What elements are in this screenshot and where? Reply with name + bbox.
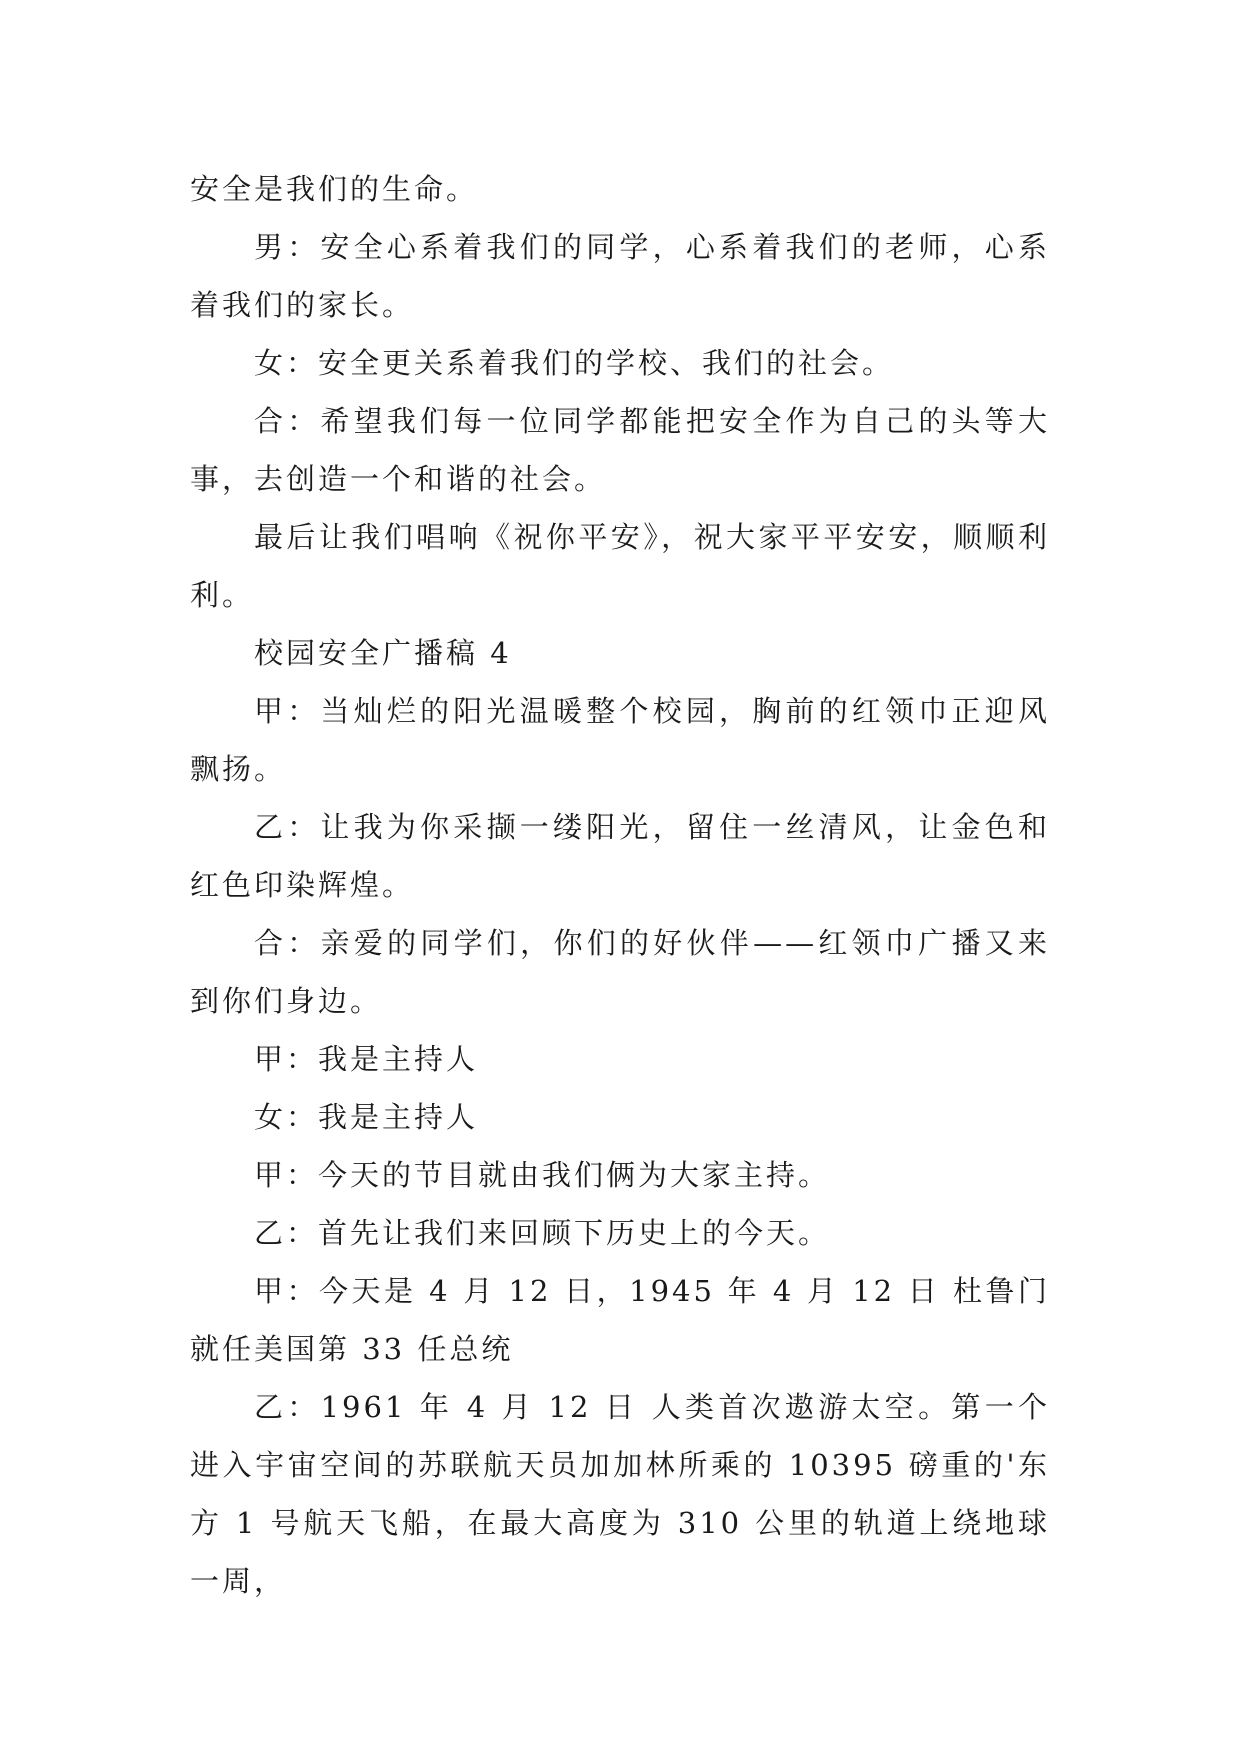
paragraph-7: 甲：当灿烂的阳光温暖整个校园，胸前的红领巾正迎风飘扬。	[190, 694, 1050, 786]
paragraph-3: 女：安全更关系着我们的学校、我们的社会。	[254, 346, 895, 380]
section-heading: 校园安全广播稿 4	[254, 636, 512, 670]
paragraph-11: 女：我是主持人	[254, 1100, 479, 1134]
paragraph-14: 甲：今天是 4 月 12 日，1945 年 4 月 12 日 杜鲁门就任美国第 33 任总统	[190, 1274, 1050, 1366]
paragraph-12: 甲：今天的节目就由我们俩为大家主持。	[254, 1158, 831, 1192]
paragraph-9: 合：亲爱的同学们，你们的好伙伴——红领巾广播又来到你们身边。	[190, 926, 1050, 1018]
paragraph-5: 最后让我们唱响《祝你平安》，祝大家平平安安，顺顺利利。	[190, 520, 1050, 612]
paragraph-4: 合：希望我们每一位同学都能把安全作为自己的头等大事，去创造一个和谐的社会。	[190, 404, 1050, 496]
paragraph-8: 乙：让我为你采撷一缕阳光，留住一丝清风，让金色和红色印染辉煌。	[190, 810, 1050, 902]
paragraph-13: 乙：首先让我们来回顾下历史上的今天。	[254, 1216, 831, 1250]
document-body	[190, 160, 1050, 1610]
paragraph-2: 男：安全心系着我们的同学，心系着我们的老师，心系着我们的家长。	[190, 230, 1050, 322]
paragraph-1: 安全是我们的生命。	[190, 172, 479, 206]
paragraph-10: 甲：我是主持人	[254, 1042, 479, 1076]
paragraph-15: 乙：1961 年 4 月 12 日 人类首次遨游太空。第一个进入宇宙空间的苏联航天员加加林所乘的 10395 磅重的'东方 1 号航天飞船，在最大高度为 310 公里的轨道上绕地球一周，	[190, 1390, 1050, 1598]
